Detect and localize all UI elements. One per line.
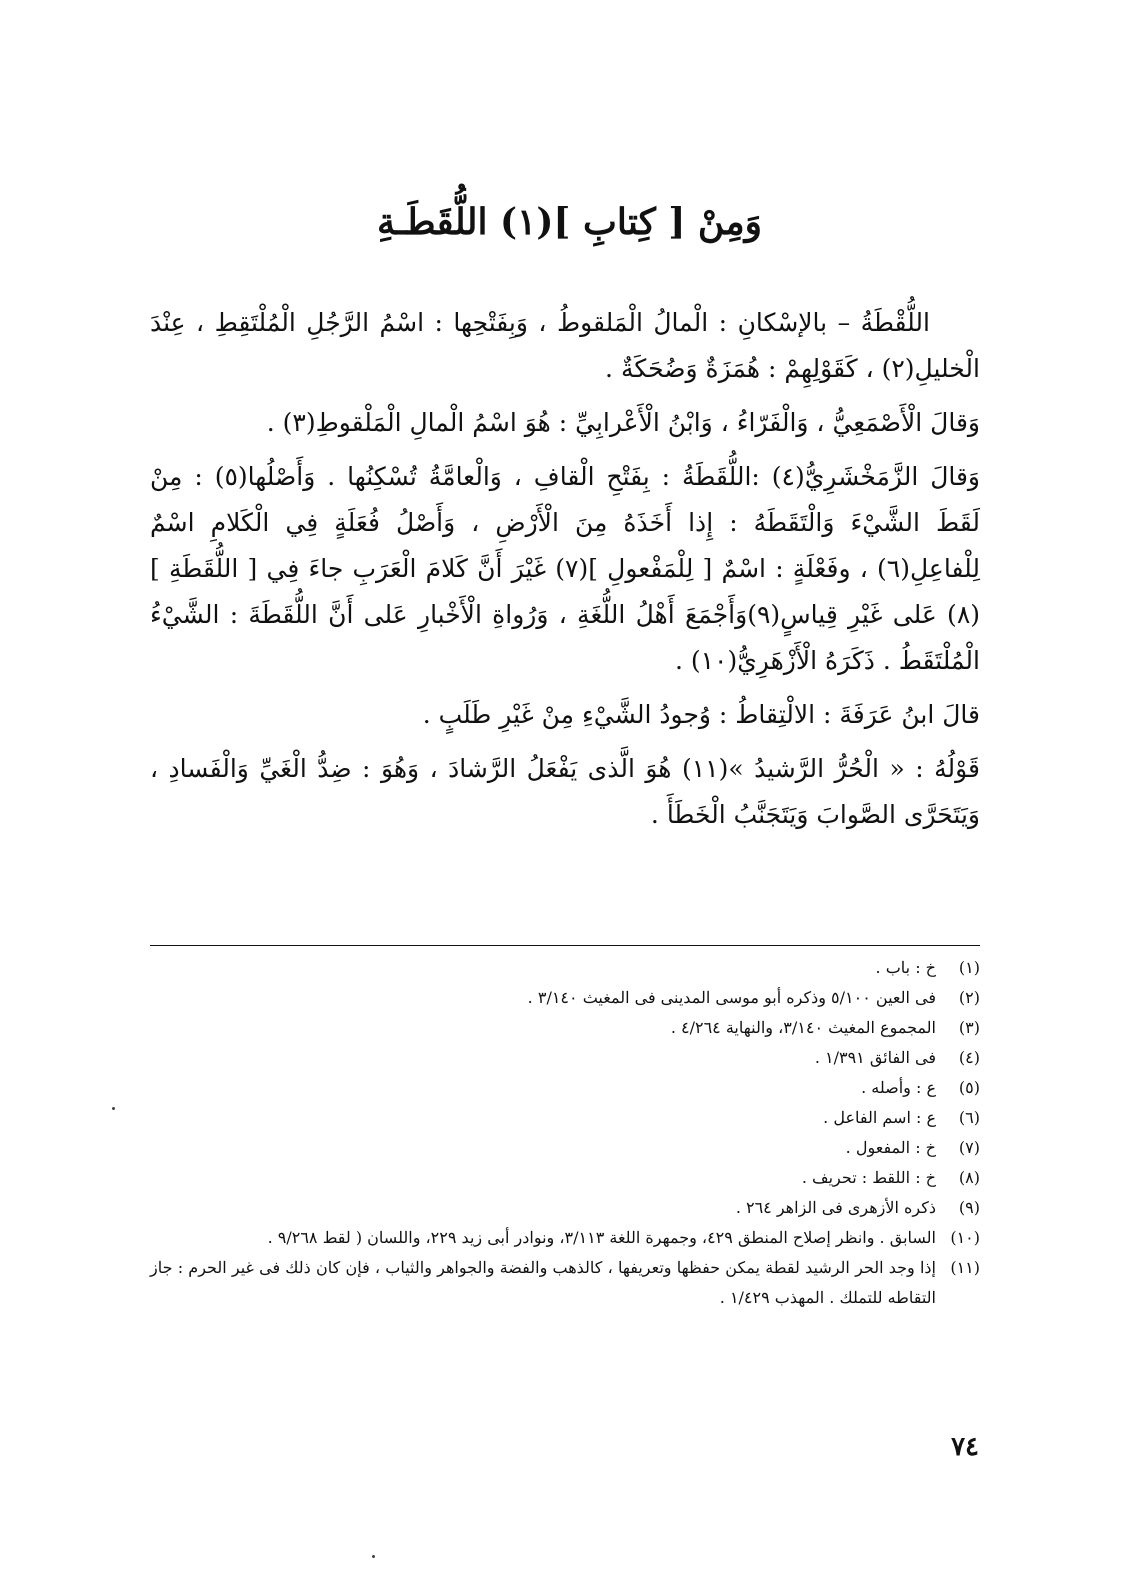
footnote xyxy=(150,1163,980,1193)
footnote-text: فى الفائق ١/٣٩١ . xyxy=(814,1048,936,1067)
paragraph: قالَ ابنُ عَرَفَةَ : الالْتِقاطُ : وُجودُ الشَّيْءِ مِنْ غَيْرِ طَلَبٍ . xyxy=(422,700,980,729)
footnote-text: فى العين ٥/١٠٠ وذكره أبو موسى المدينى فى المغيث ٣/١٤٠ . xyxy=(527,988,936,1007)
footnote-text: إذا وجد الحر الرشيد لقطة يمكن حفظها وتعريفها ، كالذهب والفضة والجواهر والثياب ، فإن كان ذلك فى غير الحرم : جاز التقاطه للتملك . المهذب ١/٤٢٩ . xyxy=(150,1258,937,1307)
footnote xyxy=(150,1073,980,1103)
page-number: ٧٤ xyxy=(951,1432,979,1462)
footnote-number: (٣) xyxy=(958,1018,980,1037)
footnote xyxy=(150,1043,980,1073)
footnote-number: (٦) xyxy=(958,1108,980,1127)
footnote-text: خ : المفعول . xyxy=(845,1138,936,1157)
footnote xyxy=(150,1103,980,1133)
paragraph: قَوْلُهُ : « الْحُرُّ الرَّشيدُ »(١١) هُوَ الَّذى يَفْعَلُ الرَّشادَ ، وَهُوَ : ضِدُّ الْغَيِّ وَالْفَسادِ ، وَيَتَحَرَّى الصَّوابَ وَيَتَجَنَّبُ الْخَطَأَ . xyxy=(150,754,980,829)
footnote-number: (١١) xyxy=(950,1258,980,1277)
footnote-text: خ : اللقط : تحريف . xyxy=(801,1168,936,1187)
footnote-text: ع : وأصله . xyxy=(861,1078,936,1097)
scan-speck xyxy=(112,1107,115,1110)
paragraph: وَقالَ الْأَصْمَعِيُّ ، وَالْفَرّاءُ ، وَابْنُ الْأَعْرابِيِّ : هُوَ اسْمُ الْمالِ الْمَلْقوطِ(٣) . xyxy=(266,408,980,437)
footnote-number: (٩) xyxy=(958,1198,980,1217)
footnote-number: (٥) xyxy=(958,1078,980,1097)
footnote-text: السابق . وانظر إصلاح المنطق ٤٢٩، وجمهرة اللغة ٣/١١٣، ونوادر أبى زيد ٢٢٩، واللسان ( لقط ٩/٢٦٨ . xyxy=(267,1228,936,1247)
footnote-number: (١٠) xyxy=(950,1228,980,1247)
paragraph: وَقالَ الزَّمَخْشَرِيُّ(٤) :اللُّقَطَةُ : بِفَتْحِ الْقافِ ، وَالْعامَّةُ تُسْكِنُها . وَأَصْلُها(٥) : مِنْ لَقَطَ الشَّيْءَ وَالْتَقَطَهُ : إِذا أَخَذَهُ مِنَ الْأَرْضِ ، وَأَصْلُ فُعَلَةٍ فِي الْكَلامِ اسْمٌ لِلْفاعِلِ(٦) ، وفَعْلَةٍ : اسْمٌ [ لِلْمَفْعولِ ](٧) غَيْرَ أَنَّ كَلامَ الْعَرَبِ جاءَ فِي [ اللُّقَطَةِ ](٨) عَلى غَيْرِ قِياسٍ(٩)وَأَجْمَعَ أَهْلُ اللُّغَةِ ، وَرُواةِ الْأَخْبارِ عَلى أَنَّ اللُّقَطَةَ : الشَّيْءُ الْمُلْتَقَطُ . ذَكَرَهُ الْأَزْهَرِيُّ(١٠) . xyxy=(150,462,981,675)
footnote-number: (٢) xyxy=(958,988,980,1007)
footnote-number: (٤) xyxy=(958,1048,980,1067)
footnote xyxy=(150,1193,980,1223)
footnote-separator xyxy=(150,945,980,946)
footnote xyxy=(150,1253,980,1313)
footnotes xyxy=(150,953,980,1313)
paragraph: اللُّقْطَةُ – بالإسْكانِ : الْمالُ الْمَلقوطُ ، وَبِفَتْحِها : اسْمُ الرَّجُلِ الْمُلْتَقِطِ ، عِنْدَ الْخليلِ(٢) ، كَقَوْلِهِمْ : هُمَزَةٌ وَضُحَكَةٌ . xyxy=(150,308,980,383)
footnote-text: ذكره الأزهرى فى الزاهر ٢٦٤ . xyxy=(735,1198,936,1217)
footnote-number: (١) xyxy=(958,958,980,977)
footnote xyxy=(150,1223,980,1253)
main-text xyxy=(150,300,980,846)
footnote xyxy=(150,953,980,983)
footnote xyxy=(150,983,980,1013)
footnote xyxy=(150,1133,980,1163)
footnote-text: خ : باب . xyxy=(875,958,936,977)
footnote xyxy=(150,1013,980,1043)
footnote-text: ع : اسم الفاعل . xyxy=(823,1108,936,1127)
footnote-number: (٧) xyxy=(958,1138,980,1157)
section-title: وَمِنْ [ كِتابِ ](١) اللُّقَطَـةِ xyxy=(376,201,763,243)
scan-speck xyxy=(372,1555,375,1558)
footnote-number: (٨) xyxy=(958,1168,980,1187)
footnote-text: المجموع المغيث ٣/١٤٠، والنهاية ٤/٢٦٤ . xyxy=(670,1018,936,1037)
